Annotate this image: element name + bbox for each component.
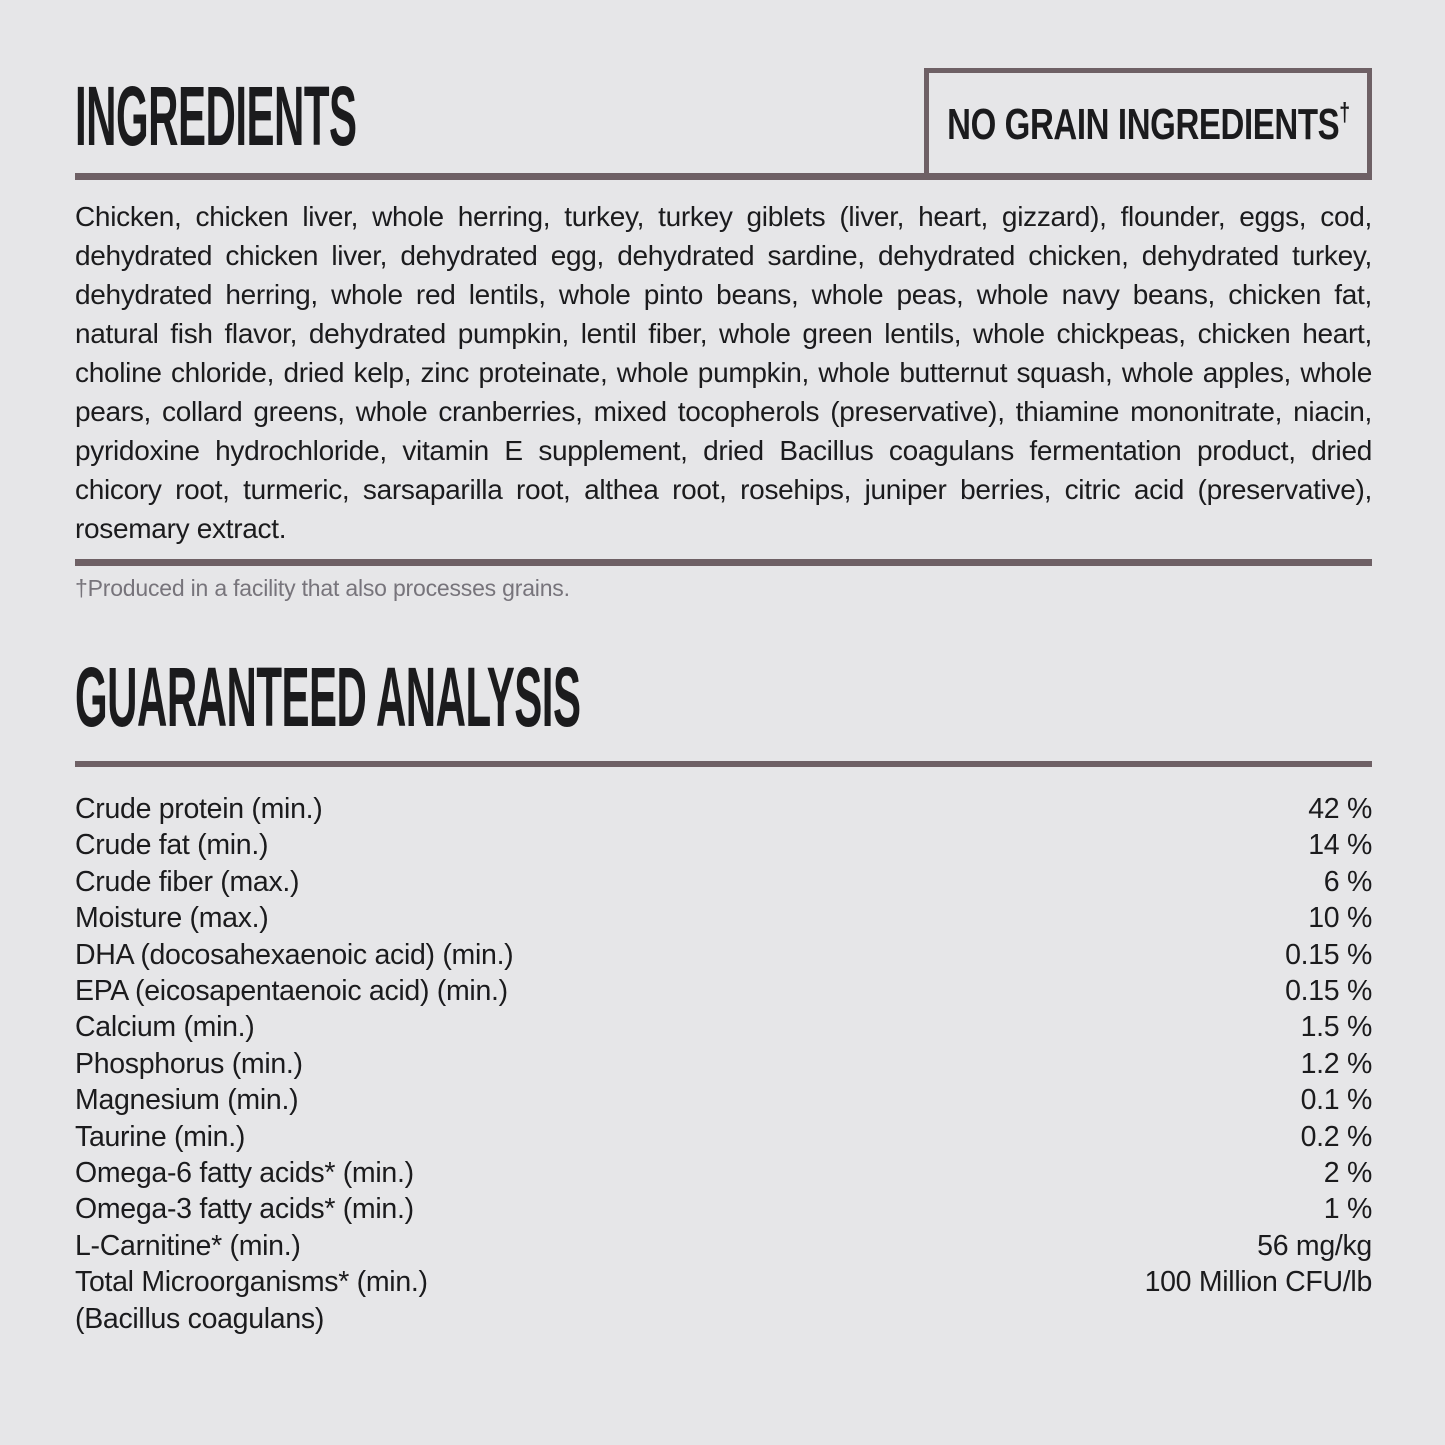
no-grain-badge [924,68,1372,178]
analysis-row [75,1191,1372,1227]
analysis-row-value: 0.1 % [1300,1084,1372,1117]
analysis-row-label: Omega-6 fatty acids* (min.) [75,1157,414,1190]
no-grain-badge-text [947,97,1350,150]
footnote-rule [75,559,1372,566]
no-grain-badge-label: NO GRAIN INGREDIENTS [946,99,1339,149]
analysis-row-label: Total Microorganisms* (min.) [75,1266,428,1299]
analysis-row [75,1046,1372,1082]
analysis-row [75,1228,1372,1264]
ingredients-header [75,0,1372,180]
analysis-header [75,649,1372,744]
analysis-row-value: 1.5 % [1300,1011,1372,1044]
analysis-row [75,1009,1372,1045]
analysis-row [75,900,1372,936]
analysis-row [75,1155,1372,1191]
analysis-title: GUARANTEED ANALYSIS [75,650,581,744]
analysis-row-value: 10 % [1308,902,1372,935]
analysis-row [75,827,1372,863]
analysis-row-label: DHA (docosahexaenoic acid) (min.) [75,938,514,971]
analysis-row-label: Crude protein (min.) [75,793,323,825]
analysis-row-value: 1 % [1323,1193,1372,1226]
analysis-row-value: 2 % [1323,1157,1372,1190]
analysis-row-label: Crude fiber (max.) [75,865,300,898]
analysis-row-label: Magnesium (min.) [75,1084,299,1117]
analysis-row-value: 0.15 % [1285,938,1372,971]
guaranteed-analysis-table [75,791,1372,1337]
analysis-row-label: EPA (eicosapentaenoic acid) (min.) [75,975,508,1008]
analysis-row [75,937,1372,973]
analysis-rule [75,761,1372,767]
analysis-row-label: Omega-3 fatty acids* (min.) [75,1193,414,1226]
analysis-row-value: 56 mg/kg [1257,1229,1372,1262]
analysis-row-value: 1.2 % [1300,1047,1372,1080]
analysis-row [75,1301,1372,1337]
analysis-row [75,1119,1372,1155]
analysis-row [75,1082,1372,1118]
analysis-row-value: 42 % [1308,793,1372,825]
analysis-row [75,973,1372,1009]
analysis-row-label: Taurine (min.) [75,1120,246,1153]
no-grain-badge-dagger: † [1338,96,1350,127]
analysis-row-value: 0.2 % [1300,1120,1372,1153]
analysis-row-label: Moisture (max.) [75,902,269,935]
analysis-row [75,791,1372,827]
analysis-row-label: L-Carnitine* (min.) [75,1229,301,1262]
analysis-row [75,1264,1372,1300]
grain-facility-footnote: †Produced in a facility that also processes grains. [75,575,570,601]
analysis-row-value: 100 Million CFU/lb [1144,1266,1372,1299]
analysis-row-label: Crude fat (min.) [75,829,269,862]
analysis-row [75,864,1372,900]
analysis-row-value: 14 % [1308,829,1372,862]
analysis-row-label: Phosphorus (min.) [75,1047,303,1080]
ingredients-title: INGREDIENTS [75,69,357,163]
analysis-row-label: (Bacillus coagulans) [75,1302,325,1335]
ingredients-list-text: Chicken, chicken liver, whole herring, turkey, turkey giblets (liver, heart, gizzard), flounder, eggs, cod, dehydrated chicken liver, dehydrated egg, dehydrated sardine, dehydrated chicken, dehydrated turkey, dehydrated herring, whole red lentils, whole pinto beans, whole peas, whole navy beans, chicken fat, natural fish flavor, dehydrated pumpkin, lentil fiber, whole green lentils, whole chickpeas, chicken heart, choline chloride, dried kelp, zinc proteinate, whole pumpkin, whole butternut squash, whole apples, whole pears, collard greens, whole cranberries, mixed tocopherols (preservative), thiamine mononitrate, niacin, pyridoxine hydrochloride, vitamin E supplement, dried Bacillus coagulans fermentation product, dried chicory root, turmeric, sarsaparilla root, althea root, rosehips, juniper berries, citric acid (preservative), rosemary extract. [75,201,1372,544]
analysis-row-value: 0.15 % [1285,975,1372,1008]
analysis-row-value: 6 % [1323,865,1372,898]
analysis-row-label: Calcium (min.) [75,1011,255,1044]
